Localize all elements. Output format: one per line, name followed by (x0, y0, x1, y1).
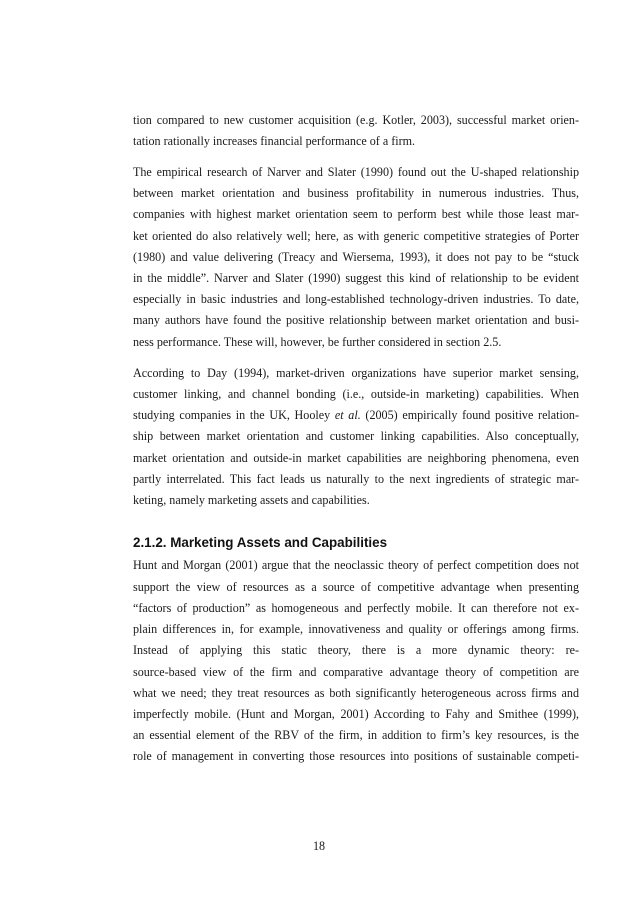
paragraph-3-line-4: ship between market orientation and customer linking capabilities. Also conceptually, (133, 429, 579, 443)
paragraph-4-line-8: imperfectly mobile. (Hunt and Morgan, 2001) According to Fahy and Smithee (1999), (133, 707, 579, 721)
paragraph-4-line-9: an essential element of the RBV of the firm, in addition to firm’s key resources, is the (133, 728, 579, 742)
paragraph-3-line-6: partly interrelated. This fact leads us naturally to the next ingredients of strategic mar- (133, 472, 579, 486)
page-number: 18 (312, 839, 326, 853)
paragraph-4-line-7: what we need; they treat resources as both significantly heterogeneous across firms and (133, 686, 579, 700)
paragraph-3-line-1: According to Day (1994), market-driven organizations have superior market sensing, (133, 366, 579, 380)
paragraph-2-line-1: The empirical research of Narver and Slater (1990) found out the U-shaped relationship (133, 165, 579, 179)
paragraph-4-line-2: support the view of resources as a source of competitive advantage when presenting (133, 580, 579, 594)
paragraph-3-line-3-text-b: (2005) empirically found positive relation- (360, 408, 580, 422)
paragraph-4-line-1: Hunt and Morgan (2001) argue that the neoclassic theory of perfect competition does not (133, 558, 579, 572)
paragraph-3-line-5: market orientation and outside-in market capabilities are neighboring phenomena, even (133, 451, 579, 465)
paragraph-3-line-3-text-a: studying companies in the UK, Hooley (133, 408, 335, 422)
paragraph-2-line-8: many authors have found the positive relationship between market orientation and busi- (133, 313, 579, 327)
section-heading: 2.1.2. Marketing Assets and Capabilities (133, 535, 388, 550)
paragraph-3-line-3 (133, 405, 579, 425)
paragraph-2-line-2: between market orientation and business profitability in numerous industries. Thus, (133, 186, 579, 200)
paragraph-3-et-al: et al. (334, 408, 361, 422)
paragraph-4-line-4: plain differences in, for example, innovativeness and quality or offerings among firms. (133, 622, 579, 636)
paragraph-2-line-5: (1980) and value delivering (Treacy and Wiersema, 1993), it does not pay to be “stuck (133, 250, 579, 264)
paragraph-3-line-2: customer linking, and channel bonding (i.e., outside-in marketing) capabilities. When (133, 387, 579, 401)
paragraph-2-line-4: ket oriented do also relatively well; here, as with generic competitive strategies of Porter (133, 229, 579, 243)
paragraph-2-line-6: in the middle”. Narver and Slater (1990) suggest this kind of relationship to be evident (133, 271, 579, 285)
paragraph-1-line-1: tion compared to new customer acquisition (e.g. Kotler, 2003), successful market orien- (133, 113, 579, 127)
paragraph-2-line-3: companies with highest market orientation seem to perform best while those least mar- (133, 207, 579, 221)
paragraph-2-line-7: especially in basic industries and long-established technology-driven industries. To date, (133, 292, 579, 306)
paragraph-2-line-9: ness performance. These will, however, be further considered in section 2.5. (133, 335, 502, 349)
paragraph-3-line-7: keting, namely marketing assets and capabilities. (133, 493, 370, 507)
paragraph-4-line-5: Instead of applying this static theory, there is a more dynamic theory: re- (133, 643, 579, 657)
paragraph-4-line-6: source-based view of the firm and comparative advantage theory of competition are (133, 665, 579, 679)
paragraph-1-line-2: tation rationally increases financial performance of a firm. (133, 134, 416, 148)
paragraph-4-line-10: role of management in converting those resources into positions of sustainable competi- (133, 749, 579, 763)
paragraph-4-line-3: “factors of production” as homogeneous and perfectly mobile. It can therefore not ex- (133, 601, 579, 615)
